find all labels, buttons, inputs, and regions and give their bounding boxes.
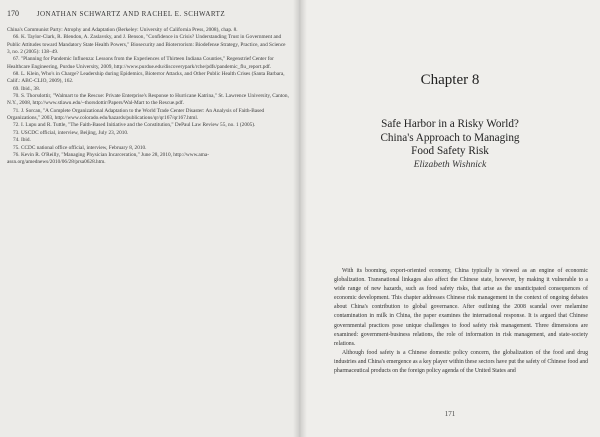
endnotes [7, 27, 290, 167]
endnote: 68. L. Klein, Who's in Charge? Leadership during Epidemics, Bioterror Attacks, and Other Public Health Crises (Santa Barbara, Calif.: ABC-CLIO, 2009), 162. [7, 71, 285, 85]
chapter-title [300, 118, 600, 159]
endnote: 71. J. Sorcan, "A Complete Organizational Adaptation to the World Trade Center Disaster: An Analysis of Faith-Based Organizations," 2003, http://www.colorado.edu/hazards/publications/qr/qr167/qr167.html. [7, 107, 265, 122]
book-gutter [293, 0, 307, 437]
endnote: 76. Kevin R. O'Reilly, "Managing Physician Incarceration," June 28, 2010, http://www.ama-assn.org/amednews/2010/06/28/prsa0628.htm. [7, 151, 209, 166]
body-paragraph: With its booming, export-oriented economy, China typically is viewed as an engine of economic globalization. Transnational linkages also affect the Chinese state, however, by making it vulnerable to a wide range of new hazards, such as food safety risks, that arise as the unanticipated consequences of economic development. This chapter addresses Chinese risk management in the context of ongoing debates about China's contribution to global governance. After outlining the 2008 scandal over melamine contamination in milk in China, the paper examines the international response. It is argued that Chinese governmental practices pose unique challenges to food safety risk management. Three dimensions are examined: government-business relations, the role of information in risk management, and state-society relations. [334, 268, 588, 347]
running-head [7, 9, 292, 18]
chapter-label: Chapter 8 [420, 72, 480, 88]
chapter-body [334, 267, 588, 376]
left-page-number: 170 [7, 9, 19, 18]
chapter-title-line: Safe Harbor in a Risky World? [381, 118, 519, 130]
running-head-text: JONATHAN SCHWARTZ AND RACHEL E. SCHWARTZ [36, 10, 226, 18]
endnote: 72. I. Lupu and R. Tuttle, "The Faith-Based Initiative and the Constitution," DePaul Law Review 55, no. 1 (2005). [13, 122, 256, 129]
endnote: 75. CCDC national office official, interview, February 8, 2010. [13, 144, 147, 151]
endnote: 73. USCDC official, interview, Beijing, July 23, 2010. [13, 129, 129, 136]
chapter-author: Elizabeth Wishnick [413, 160, 487, 170]
endnote: 67. "Planning for Pandemic Influenza: Lessons from the Experiences of Thirteen Indiana Counties," Regenstrief Center for Healthcare Engineering, Purdue University, 2009, http://www.purdue.edu/discoverypark/rche/pdfs/pandemic_flu_report.pdf. [7, 56, 274, 70]
endnote: 69. Ibid., 38. [13, 85, 41, 92]
body-paragraph: Although food safety is a Chinese domestic policy concern, the globalization of the food and drug industries and China's emergence as a key player within these sectors have put the safety of Chinese food and pharmaceutical products on the foreign policy agenda of the United States and [334, 349, 588, 375]
endnote: 70. S. Thorsdottir, "Walmart to the Rescue: Private Enterprise's Response to Hurricane Katrina," St. Lawrence University, Canton, N.Y., 2008, http://www.stlawu.edu/~thorsdottir/Papers/Wal-Mart to the Rescue.pdf. [7, 93, 289, 107]
chapter-title-line: China's Approach to Managing [380, 131, 520, 144]
endnote: 74. Ibid. [13, 137, 31, 144]
endnote: 66. K. Taylor-Clark, R. Blendon, A. Zaslavsky, and J. Benson, "Confidence in Crisis? Understanding Trust in Government and Public Attitudes toward Mandatory State Health Powers," Biosecurity and Bioterrorism: Biodefense Strategy, Practice, and Science 3, no. 2 (2005): 138–49. [7, 34, 286, 56]
endnote: China's Communist Party: Atrophy and Adaptation (Berkeley: University of California Press, 2008), chap. 8. [7, 27, 238, 33]
chapter-title-line: Food Safety Risk [411, 145, 489, 157]
right-page-number: 171 [444, 410, 456, 418]
